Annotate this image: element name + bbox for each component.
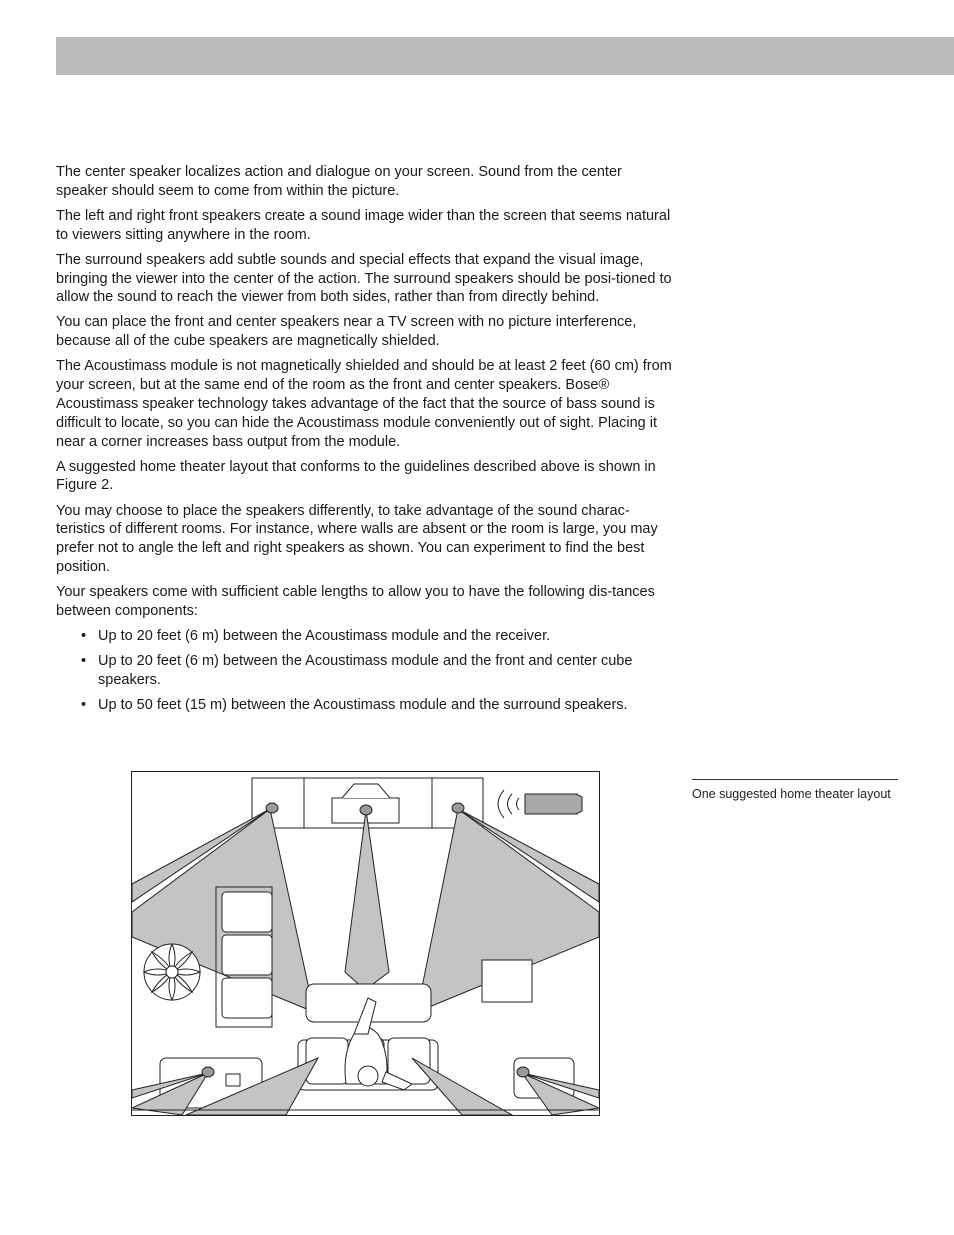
speaker-icon <box>202 1067 214 1077</box>
paragraph-suggested-layout: A suggested home theater layout that conforms to the guidelines described above is shown in Figure 2. <box>56 458 656 494</box>
side-furniture-left <box>216 887 272 1027</box>
cable-distance-list <box>56 627 676 715</box>
home-theater-layout-figure <box>131 771 600 1116</box>
side-furniture-right <box>482 960 532 1002</box>
paragraph-front-speakers: The left and right front speakers create a sound image wider than the screen that seems natural to viewers sitting anywhere in the room. <box>56 207 671 243</box>
header-bar <box>56 37 954 75</box>
main-content <box>56 163 676 721</box>
figure-caption: One suggested home theater layout <box>692 787 891 801</box>
speaker-icon <box>266 803 278 813</box>
paragraph-acoustimass-module: The Acoustimass module is not magnetically shielded and should be at least 2 feet (60 cm) from your screen, but at the same end of the room as the front and center speakers. Bose® Acoustimass speaker technology takes advantage of the fact that the source of bass sound is difficult to locate, so you can hide the Acoustimass module conveniently out of sight. Placing it near a corner increases bass output from the module. <box>56 358 672 450</box>
caption-divider <box>692 779 898 780</box>
list-item: • Up to 20 feet (6 m) between the Acoustimass module and the front and center cube speakers. <box>98 652 676 690</box>
paragraph-surround-speakers: The surround speakers add subtle sounds and special effects that expand the visual image, bringing the viewer into the center of the action. The surround speakers should be posi-tioned to allow the sound to reach the viewer from both sides, rather than from directly behind. <box>56 251 672 306</box>
acoustimass-module-icon <box>498 790 582 818</box>
list-item: • Up to 50 feet (15 m) between the Acoustimass module and the surround speakers. <box>98 696 676 715</box>
paragraph-center-speaker: The center speaker localizes action and dialogue on your screen. Sound from the center speaker should seem to come from within the picture. <box>56 164 622 199</box>
layout-diagram <box>132 772 599 1115</box>
paragraph-placement-options: You may choose to place the speakers differently, to take advantage of the sound charac-teristics of different rooms. For instance, where walls are absent or the room is large, you may prefer not to angle the left and right speakers as shown. You can experiment to find the best position. <box>56 502 658 575</box>
list-item: • Up to 20 feet (6 m) between the Acoustimass module and the receiver. <box>98 627 676 646</box>
paragraph-cable-lengths: Your speakers come with sufficient cable lengths to allow you to have the following dis-tances between components: <box>56 584 655 619</box>
speaker-icon <box>452 803 464 813</box>
paragraph-magnetic-shielding: You can place the front and center speakers near a TV screen with no picture interference, because all of the cube speakers are magnetically shielded. <box>56 314 637 350</box>
plant-icon <box>144 944 200 1000</box>
speaker-icon <box>360 805 372 815</box>
speaker-icon <box>517 1067 529 1077</box>
